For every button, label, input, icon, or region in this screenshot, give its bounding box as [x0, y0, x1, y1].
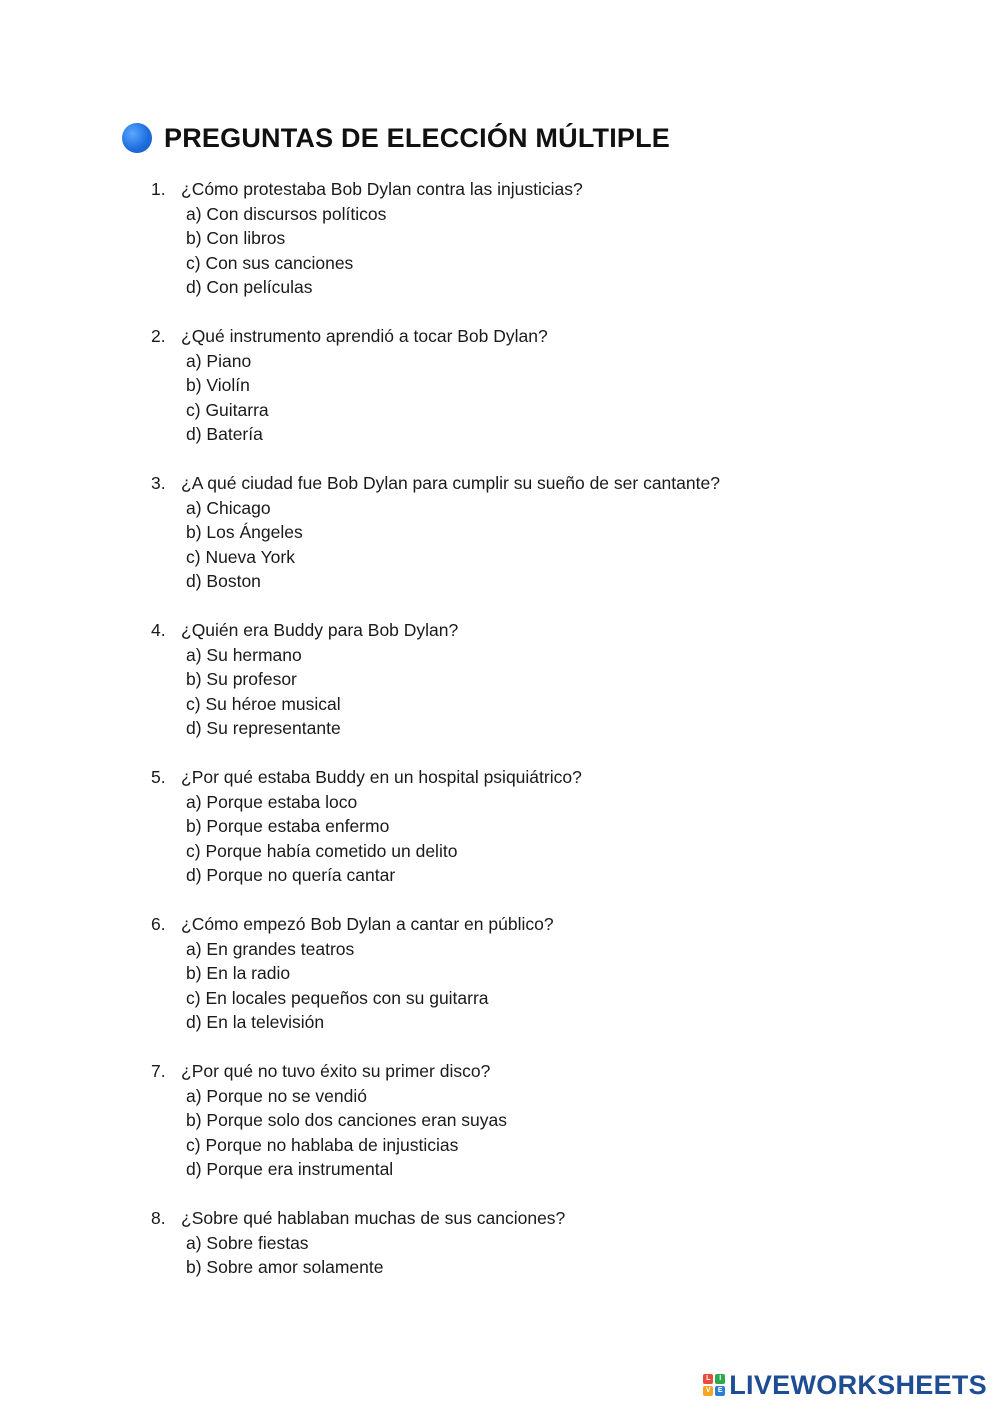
question-number: 5. [151, 767, 166, 787]
question-text: ¿Qué instrumento aprendió a tocar Bob Dylan? [181, 326, 548, 346]
answer-option[interactable]: d) En la televisión [186, 1012, 325, 1032]
answer-option[interactable]: b) Sobre amor solamente [186, 1257, 384, 1277]
question-text: ¿Por qué no tuvo éxito su primer disco? [181, 1061, 491, 1081]
question-5 [151, 765, 911, 888]
answer-option[interactable]: c) Su héroe musical [186, 693, 341, 714]
answer-option[interactable]: c) En locales pequeños con su guitarra [186, 987, 489, 1008]
answer-option[interactable]: b) Con libros [186, 228, 286, 248]
answer-option[interactable]: c) Con sus canciones [186, 252, 354, 273]
question-number: 2. [151, 326, 166, 346]
logo-mark-letter: I [715, 1374, 725, 1384]
question-number: 4. [151, 620, 166, 640]
answer-option[interactable]: a) Porque no se vendió [186, 1085, 367, 1106]
liveworksheets-logo [703, 1370, 987, 1400]
answer-option[interactable]: a) Con discursos políticos [186, 203, 387, 224]
logo-mark-icon [703, 1374, 725, 1396]
answer-option[interactable]: d) Porque era instrumental [186, 1159, 394, 1179]
question-text: ¿Cómo protestaba Bob Dylan contra las injusticias? [181, 179, 583, 199]
answer-option[interactable]: a) Su hermano [186, 644, 302, 665]
logo-mark-letter: E [715, 1386, 725, 1396]
question-text: ¿Cómo empezó Bob Dylan a cantar en público? [181, 914, 554, 934]
question-8 [151, 1206, 911, 1280]
question-text: ¿A qué ciudad fue Bob Dylan para cumplir su sueño de ser cantante? [181, 473, 720, 493]
question-list [151, 177, 911, 1304]
answer-option[interactable]: d) Con películas [186, 277, 313, 297]
logo-mark-letter: L [703, 1374, 713, 1384]
answer-option[interactable]: b) Los Ángeles [186, 522, 303, 542]
question-number: 3. [151, 473, 166, 493]
answer-option[interactable]: d) Boston [186, 571, 261, 591]
answer-option[interactable]: b) Su profesor [186, 669, 297, 689]
answer-option[interactable]: d) Batería [186, 424, 263, 444]
question-text: ¿Quién era Buddy para Bob Dylan? [181, 620, 459, 640]
answer-option[interactable]: b) Porque solo dos canciones eran suyas [186, 1110, 508, 1130]
question-number: 6. [151, 914, 166, 934]
question-6 [151, 912, 911, 1035]
page-title: PREGUNTAS DE ELECCIÓN MÚLTIPLE [164, 122, 671, 153]
answer-option[interactable]: d) Porque no quería cantar [186, 865, 396, 885]
answer-option[interactable]: c) Nueva York [186, 546, 295, 567]
answer-option[interactable]: a) Sobre fiestas [186, 1232, 309, 1253]
question-2 [151, 324, 911, 447]
question-number: 8. [151, 1208, 166, 1228]
answer-option[interactable]: b) En la radio [186, 963, 291, 983]
question-number: 1. [151, 179, 166, 199]
blue-circle-icon [122, 123, 152, 153]
question-4 [151, 618, 911, 741]
logo-mark-letter: V [703, 1386, 713, 1396]
answer-option[interactable]: a) Chicago [186, 497, 271, 518]
answer-option[interactable]: b) Porque estaba enfermo [186, 816, 390, 836]
question-3 [151, 471, 911, 594]
logo-brand-text: LIVEWORKSHEETS [729, 1369, 987, 1400]
answer-option[interactable]: a) Porque estaba loco [186, 791, 358, 812]
question-number: 7. [151, 1061, 166, 1081]
answer-option[interactable]: a) Piano [186, 350, 252, 371]
answer-option[interactable]: a) En grandes teatros [186, 938, 355, 959]
question-text: ¿Por qué estaba Buddy en un hospital psiquiátrico? [181, 767, 582, 787]
question-1 [151, 177, 911, 300]
answer-option[interactable]: b) Violín [186, 375, 250, 395]
answer-option[interactable]: c) Guitarra [186, 399, 269, 420]
question-text: ¿Sobre qué hablaban muchas de sus canciones? [181, 1208, 566, 1228]
answer-option[interactable]: d) Su representante [186, 718, 341, 738]
question-7 [151, 1059, 911, 1182]
answer-option[interactable]: c) Porque no hablaba de injusticias [186, 1134, 459, 1155]
answer-option[interactable]: c) Porque había cometido un delito [186, 840, 458, 861]
section-heading [122, 120, 670, 156]
